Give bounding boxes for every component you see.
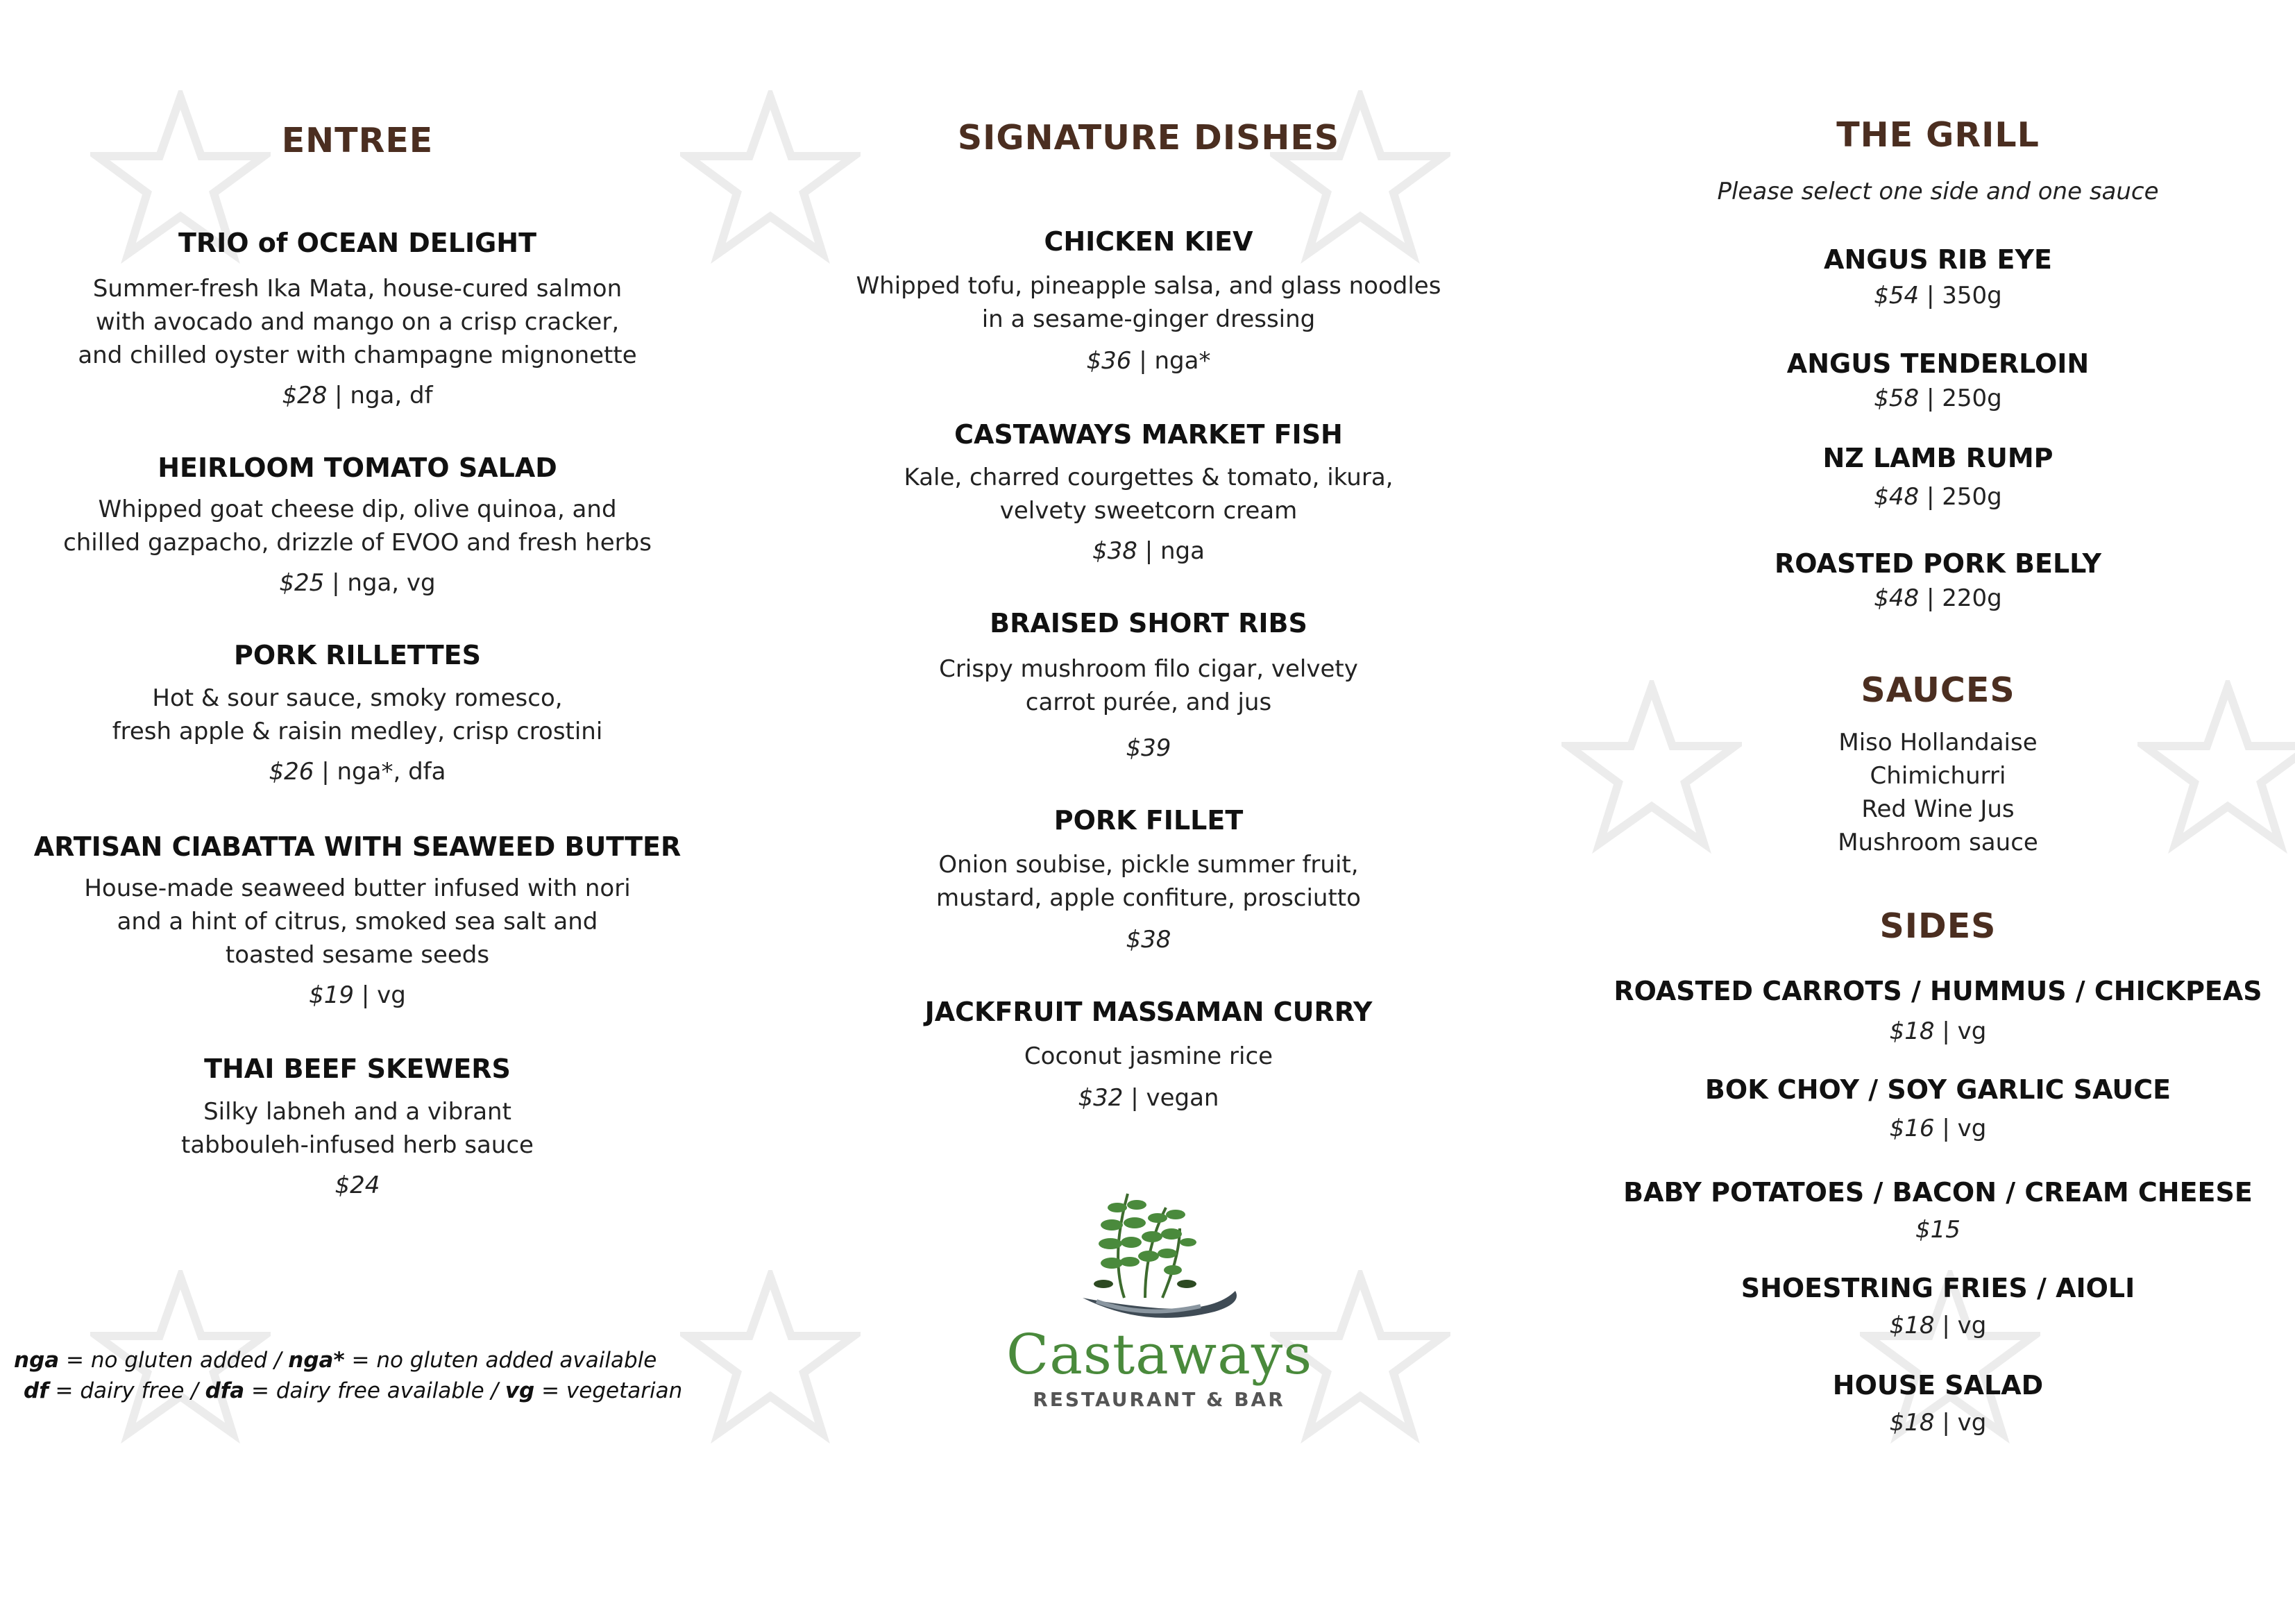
price-amount: $48 (1874, 483, 1920, 511)
price-amount: $38 (1126, 926, 1171, 954)
desc-line: tabbouleh-infused herb sauce (181, 1131, 534, 1159)
side-item-name: BABY POTATOES / BACON / CREAM CHEESE (1623, 1177, 2253, 1208)
legend-line (14, 1345, 708, 1376)
desc-line: Kale, charred courgettes & tomato, ikura, (904, 464, 1394, 491)
price-amount: $24 (334, 1172, 380, 1199)
sauces-list (1596, 726, 2280, 859)
legend-text: = no gluten added / (59, 1348, 289, 1373)
desc-line: Coconut jasmine rice (1024, 1042, 1273, 1070)
signature-item-name: CHICKEN KIEV (1044, 226, 1253, 257)
sauce-item: Miso Hollandaise (1838, 729, 2038, 756)
legend-abbr: vg (505, 1378, 535, 1403)
price-tags: | vg (1934, 1409, 1987, 1437)
signature-item-price (805, 734, 1492, 762)
price-tags: | vg (1934, 1115, 1987, 1142)
sauce-item: Red Wine Jus (1861, 795, 2015, 823)
entree-item-name: HEIRLOOM TOMATO SALAD (158, 452, 557, 483)
price-amount: $15 (1915, 1216, 1961, 1244)
desc-line: mustard, apple confiture, prosciutto (936, 884, 1361, 912)
price-tags: | nga, vg (324, 569, 436, 597)
logo-subtitle: RESTAURANT & BAR (1033, 1388, 1285, 1411)
price-tags: | nga*, dfa (314, 758, 446, 786)
price-amount: $18 (1889, 1312, 1935, 1339)
desc-line: and a hint of citrus, smoked sea salt and (117, 908, 598, 936)
grill-note: Please select one side and one sauce (1717, 178, 2159, 205)
legend-abbr: df (24, 1378, 49, 1403)
side-item-name: SHOESTRING FRIES / AIOLI (1741, 1273, 2135, 1303)
price-tags: | nga (1137, 537, 1205, 565)
entree-item-name: PORK RILLETTES (234, 640, 481, 670)
grill-heading: THE GRILL (1836, 115, 2040, 155)
desc-line: fresh apple & raisin medley, crisp crostini (112, 718, 603, 745)
grill-item-price (1596, 282, 2280, 310)
price-amount: $19 (309, 981, 355, 1009)
legend-text: = dairy free / (48, 1378, 205, 1403)
price-amount: $48 (1874, 584, 1920, 612)
desc-line: Hot & sour sauce, smoky romesco, (152, 684, 563, 712)
side-item-name: ROASTED CARROTS / HUMMUS / CHICKPEAS (1614, 976, 2262, 1006)
grill-item-name: NZ LAMB RUMP (1822, 443, 2053, 473)
desc-line: Crispy mushroom filo cigar, velvety (939, 655, 1358, 683)
price-amount: $28 (282, 382, 328, 409)
desc-line: Silky labneh and a vibrant (203, 1098, 511, 1126)
price-amount: $39 (1126, 734, 1171, 762)
grill-item-name: ANGUS RIB EYE (1824, 244, 2052, 275)
entree-item-price (14, 981, 701, 1009)
price-tags: | vg (1934, 1017, 1987, 1045)
entree-item-price (14, 758, 701, 786)
price-amount: $38 (1092, 537, 1137, 565)
fern-icon (1006, 1180, 1312, 1333)
signature-item-desc (805, 848, 1492, 915)
legend-abbr: nga* (288, 1348, 345, 1373)
desc-line: and chilled oyster with champagne mignonette (78, 341, 637, 369)
desc-line: with avocado and mango on a crisp cracker, (95, 308, 620, 336)
entree-item-desc (14, 1095, 701, 1162)
signature-item-price (805, 1084, 1492, 1112)
entree-item-desc (14, 872, 701, 972)
side-item-name: HOUSE SALAD (1832, 1370, 2044, 1401)
grill-item-price (1596, 483, 2280, 511)
signature-item-desc (805, 269, 1492, 336)
signature-item-desc (805, 1040, 1492, 1073)
price-tags: | vg (354, 981, 406, 1009)
grill-item-name: ROASTED PORK BELLY (1774, 548, 2101, 579)
desc-line: Whipped goat cheese dip, olive quinoa, and (98, 496, 617, 523)
legend-text: = no gluten added available (344, 1348, 657, 1373)
signature-item-name: JACKFRUIT MASSAMAN CURRY (924, 997, 1373, 1027)
price-amount: $36 (1086, 347, 1132, 375)
entree-item-price (14, 382, 701, 409)
entree-item-desc (14, 272, 701, 372)
entree-item-desc (14, 493, 701, 559)
price-tags: | 250g (1919, 384, 2002, 412)
signature-item-desc (805, 652, 1492, 719)
desc-line: Onion soubise, pickle summer fruit, (938, 851, 1359, 879)
sides-heading: SIDES (1879, 906, 1997, 946)
price-amount: $18 (1889, 1409, 1935, 1437)
legend-abbr: dfa (205, 1378, 245, 1403)
sauce-item: Chimichurri (1870, 762, 2006, 790)
legend-text: = dairy free available / (244, 1378, 505, 1403)
grill-item-price (1596, 584, 2280, 612)
desc-line: chilled gazpacho, drizzle of EVOO and fresh herbs (63, 529, 652, 557)
price-tags: | 220g (1919, 584, 2002, 612)
legend-text: = vegetarian (534, 1378, 683, 1403)
desc-line: in a sesame-ginger dressing (981, 305, 1316, 333)
entree-item-name: TRIO of OCEAN DELIGHT (178, 228, 537, 258)
desc-line: Whipped tofu, pineapple salsa, and glass noodles (856, 272, 1441, 300)
desc-line: Summer-fresh Ika Mata, house-cured salmon (92, 275, 623, 303)
desc-line: House-made seaweed butter infused with nori (84, 874, 631, 902)
signature-item-name: CASTAWAYS MARKET FISH (954, 419, 1343, 450)
price-amount: $58 (1874, 384, 1920, 412)
entree-item-desc (14, 682, 701, 748)
price-tags: | 350g (1919, 282, 2002, 310)
price-amount: $25 (279, 569, 325, 597)
logo-wordmark: Castaways (1006, 1322, 1313, 1387)
dietary-legend (14, 1345, 708, 1406)
desc-line: velvety sweetcorn cream (999, 497, 1298, 525)
signature-item-desc (805, 461, 1492, 527)
side-item-name: BOK CHOY / SOY GARLIC SAUCE (1704, 1074, 2171, 1105)
entree-item-price (14, 569, 701, 597)
sauce-item: Mushroom sauce (1838, 829, 2038, 856)
price-amount: $26 (269, 758, 314, 786)
desc-line: toasted sesame seeds (225, 941, 490, 969)
signature-item-name: BRAISED SHORT RIBS (990, 608, 1307, 638)
price-amount: $54 (1874, 282, 1920, 310)
signature-item-price (805, 537, 1492, 565)
side-item-price (1596, 1409, 2280, 1437)
price-tags: | vg (1934, 1312, 1987, 1339)
signature-item-price (805, 347, 1492, 375)
legend-line (14, 1376, 708, 1406)
side-item-price (1596, 1017, 2280, 1045)
entree-item-name: ARTISAN CIABATTA WITH SEAWEED BUTTER (33, 831, 681, 862)
side-item-price (1596, 1312, 2280, 1339)
entree-heading: ENTREE (281, 121, 434, 160)
entree-item-price (14, 1172, 701, 1199)
legend-abbr: nga (14, 1348, 60, 1373)
price-tags: | vegan (1123, 1084, 1219, 1112)
sauces-heading: SAUCES (1861, 670, 2015, 710)
entree-item-name: THAI BEEF SKEWERS (204, 1054, 511, 1084)
price-tags: | 250g (1919, 483, 2002, 511)
price-amount: $18 (1889, 1017, 1935, 1045)
signature-item-name: PORK FILLET (1053, 805, 1244, 836)
price-amount: $16 (1889, 1115, 1935, 1142)
price-amount: $32 (1078, 1084, 1124, 1112)
castaways-logo (1006, 1180, 1312, 1416)
desc-line: carrot purée, and jus (1025, 688, 1272, 716)
grill-item-name: ANGUS TENDERLOIN (1786, 348, 2090, 379)
signature-heading: SIGNATURE DISHES (957, 118, 1340, 158)
side-item-price (1596, 1115, 2280, 1142)
side-item-price (1596, 1216, 2280, 1244)
grill-item-price (1596, 384, 2280, 412)
price-tags: | nga* (1131, 347, 1211, 375)
price-tags: | nga, df (327, 382, 433, 409)
signature-item-price (805, 926, 1492, 954)
